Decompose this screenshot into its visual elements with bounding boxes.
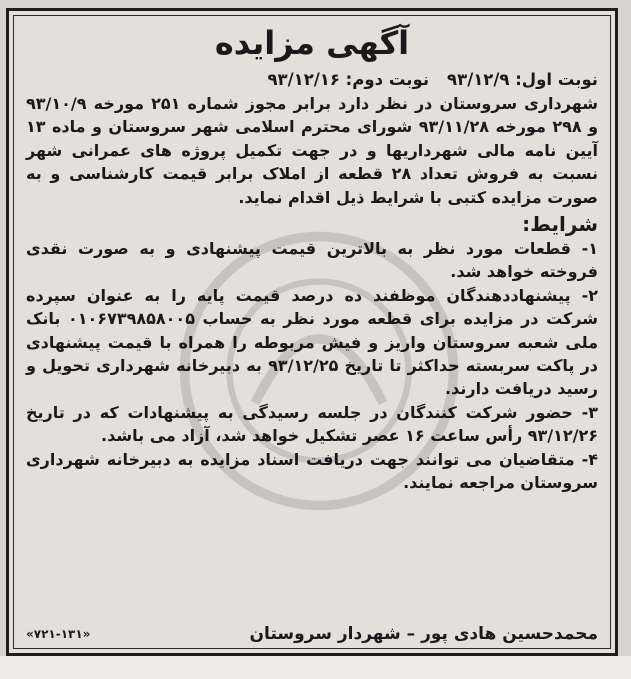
page-bottom-strip (0, 656, 631, 679)
condition-2: ۲- پیشنهاددهندگان موظفند ده درصد قیمت پایه را به عنوان سپرده شرکت در مزایده برای قطعه مورد نظر به حساب ۰۱۰۶۷۳۹۸۵۸۰۰۵ بانک ملی شعبه سروستان واریز و فیش مربوطه را همراه با قیمت پیشنهادی در پاکت سربسته حداکثر تا تاریخ ۹۳/۱۲/۲۵ به دبیرخانه شهرداری تحویل و رسید دریافت دارند. (26, 285, 599, 399)
round-first: نوبت اول: ۹۳/۱۲/۹ (447, 70, 598, 89)
condition-4: ۴- متقاضیان می توانند جهت دریافت اسناد مزایده به دبیرخانه شهرداری سروستان مراجعه نمایند. (26, 449, 598, 493)
notice-intro: شهرداری سروستان در نظر دارد برابر مجوز شماره ۲۵۱ مورخه ۹۳/۱۰/۹ و ۲۹۸ مورخه ۹۳/۱۱/۲۸ شورای محترم اسلامی شهر سروستان و ماده ۱۳ آیین نامه مالی شهرداریها و در جهت تکمیل پروژه های عمرانی شهر نسبت به فروش تعداد ۲۸ قطعه از املاک برابر قیمت کارشناسی و به صورت مزایده کتبی با شرایط ذیل اقدام نماید. (26, 94, 599, 207)
publication-rounds (26, 68, 598, 92)
condition-1: ۱- قطعات مورد نظر به بالاترین قیمت پیشنهادی و به صورت نقدی فروخته خواهد شد. (26, 239, 598, 282)
conditions-heading: شرایط: (522, 212, 598, 237)
notice-footer (26, 624, 598, 644)
notice-frame (6, 8, 618, 656)
round-second: نوبت دوم: ۹۳/۱۲/۱۶ (267, 70, 430, 89)
notice-title: آگهی مزایده (214, 24, 410, 62)
signature: محمدحسین هادی پور – شهردار سروستان (249, 624, 598, 644)
notice-border (13, 15, 611, 649)
notice-code: «۷۲۱-۱۳۱» (26, 627, 91, 641)
condition-3: ۳- حضور شرکت کنندگان در جلسه رسیدگی به پیشنهادات که در تاریخ ۹۳/۱۲/۲۶ رأس ساعت ۱۶ عصر تشکیل خواهد شد، آزاد می باشد. (26, 402, 598, 446)
